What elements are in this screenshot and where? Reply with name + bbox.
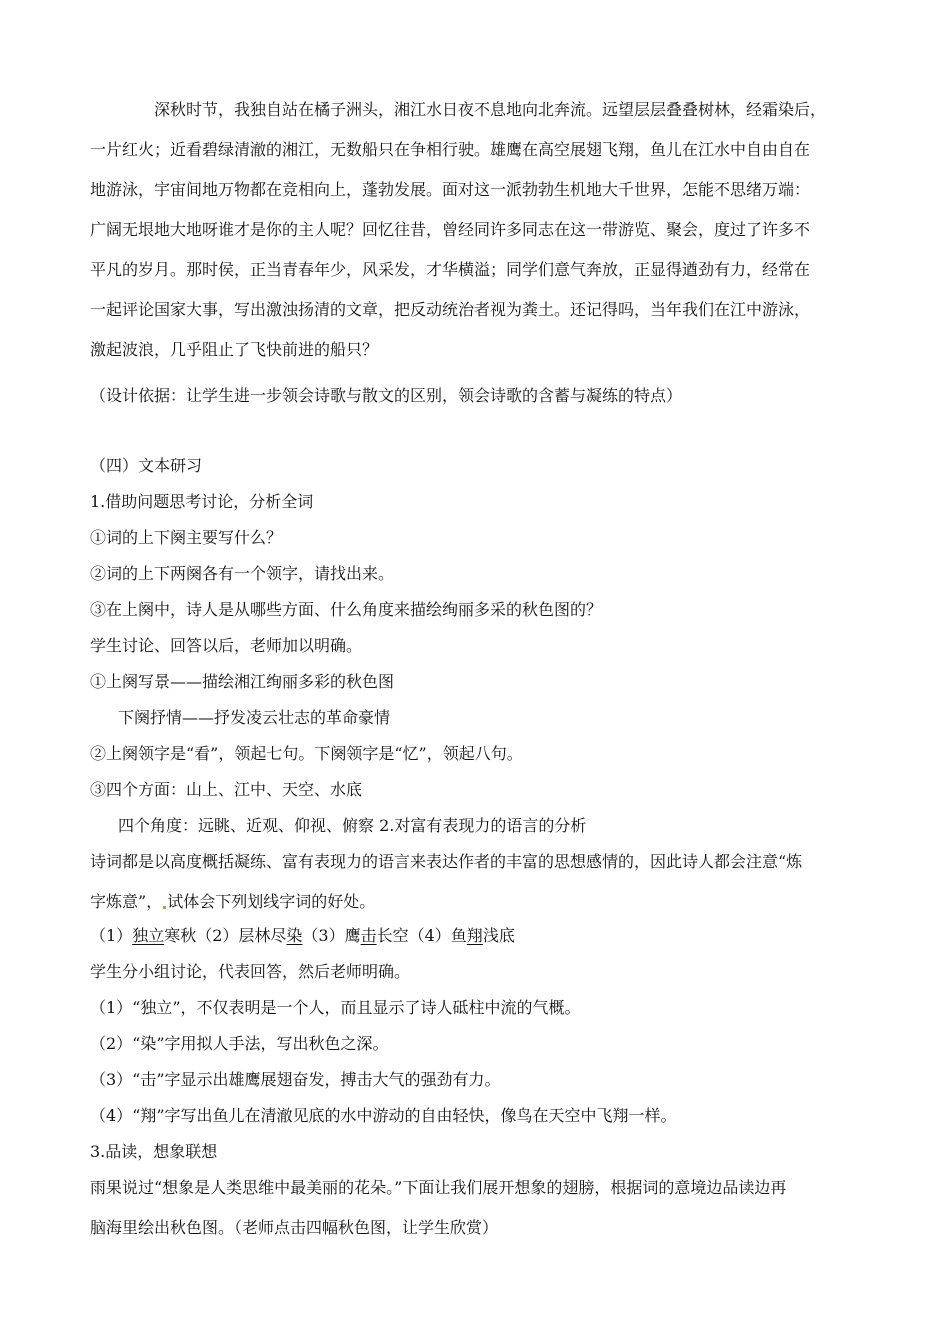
translation-paragraph (90, 90, 860, 370)
item-heading: 3.品读，想象联想 (90, 1142, 218, 1161)
underlined-word: 独立 (132, 926, 165, 945)
answer-1: ①上阕写景——描绘湘江绚丽多彩的秋色图 (90, 672, 395, 691)
paragraph-line: 一片红火；近看碧绿清澈的湘江，无数船只在争相行驶。雄鹰在高空展翅飞翔，鱼儿在江水中自由自在 (90, 140, 811, 159)
paragraph-line: 平凡的岁月。那时侯，正当青春年少，风采发，才华横溢；同学们意气奔放，正显得遒劲有力，经常在 (90, 260, 811, 279)
examples-line: （1）独立寒秋（2）层林尽染（3）鹰击长空（4）鱼翔浅底 (90, 926, 515, 945)
paragraph-line: 广阔无垠地大地呀谁才是你的主人呢？回忆往昔，曾经同许多同志在这一带游览、聚会，度过了许多不 (90, 220, 811, 239)
question-1: ①词的上下阕主要写什么？ (90, 528, 283, 547)
explanation-3: （3）“击”字显示出雄鹰展翅奋发，搏击大气的强劲有力。 (90, 1070, 501, 1089)
explanation-4: （4）“翔”字写出鱼儿在清澈见底的水中游动的自由轻快，像鸟在天空中飞翔一样。 (90, 1106, 677, 1125)
design-note: （设计依据：让学生进一步领会诗歌与散文的区别，领会诗歌的含蓄与凝练的特点） (90, 386, 683, 405)
item-heading: 1.借助问题思考讨论，分析全词 (90, 492, 314, 511)
paragraph-line: 雨果说过“想象是人类思维中最美丽的花朵。”下面让我们展开想象的翅膀，根据词的意境边品读边再 (90, 1178, 787, 1197)
underlined-word: 染 (286, 926, 303, 945)
question-2: ②词的上下两阕各有一个领字，请找出来。 (90, 564, 395, 583)
answer-3-cont: 四个角度：远眺、近观、仰视、俯察 2.对富有表现力的语言的分析 (118, 816, 587, 835)
paragraph-line: 深秋时节，我独自站在橘子洲头，湘江水日夜不息地向北奔流。远望层层叠叠树林，经霜染后， (154, 100, 827, 119)
discussion-note: 学生分小组讨论，代表回答，然后老师明确。 (90, 962, 411, 981)
answer-3: ③四个方面：山上、江中、天空、水底 (90, 780, 363, 799)
explanation-2: （2）“染”字用拟人手法，写出秋色之深。 (90, 1034, 389, 1053)
underlined-word: 击 (360, 926, 377, 945)
paragraph-line: 脑海里绘出秋色图。（老师点击四幅秋色图，让学生欣赏） (90, 1218, 499, 1237)
green-dot-mark (163, 906, 166, 909)
answer-1-cont: 下阕抒情——抒发凌云壮志的革命豪情 (118, 708, 391, 727)
language-paragraph (90, 842, 860, 922)
paragraph-line: 一起评论国家大事，写出激浊扬清的文章，把反动统治者视为粪土。还记得吗，当年我们在江中游泳， (90, 300, 811, 319)
explanation-1: （1）“独立”，不仅表明是一个人，而且显示了诗人砥柱中流的气概。 (90, 998, 581, 1017)
paragraph-line: 诗词都是以高度概括凝练、富有表现力的语言来表达作者的丰富的思想感情的，因此诗人都会注意“炼 (90, 852, 803, 871)
discussion-note: 学生讨论、回答以后，老师加以明确。 (90, 636, 363, 655)
section-heading: （四）文本研习 (90, 456, 203, 475)
question-3: ③在上阕中，诗人是从哪些方面、什么角度来描绘绚丽多采的秋色图的？ (90, 600, 603, 619)
underlined-word: 翔 (466, 926, 483, 945)
imagination-paragraph (90, 1168, 860, 1248)
answer-2: ②上阕领字是“看”，领起七句。下阕领字是“忆”，领起八句。 (90, 744, 523, 763)
paragraph-line: 字炼意”， 试体会下列划线字词的好处。 (90, 892, 376, 911)
paragraph-line: 激起波浪，几乎阻止了飞快前进的船只？ (90, 340, 379, 359)
paragraph-line: 地游泳，宇宙间地万物都在竞相向上，蓬勃发展。面对这一派勃勃生机地大千世界，怎能不思绪万端： (90, 180, 811, 199)
